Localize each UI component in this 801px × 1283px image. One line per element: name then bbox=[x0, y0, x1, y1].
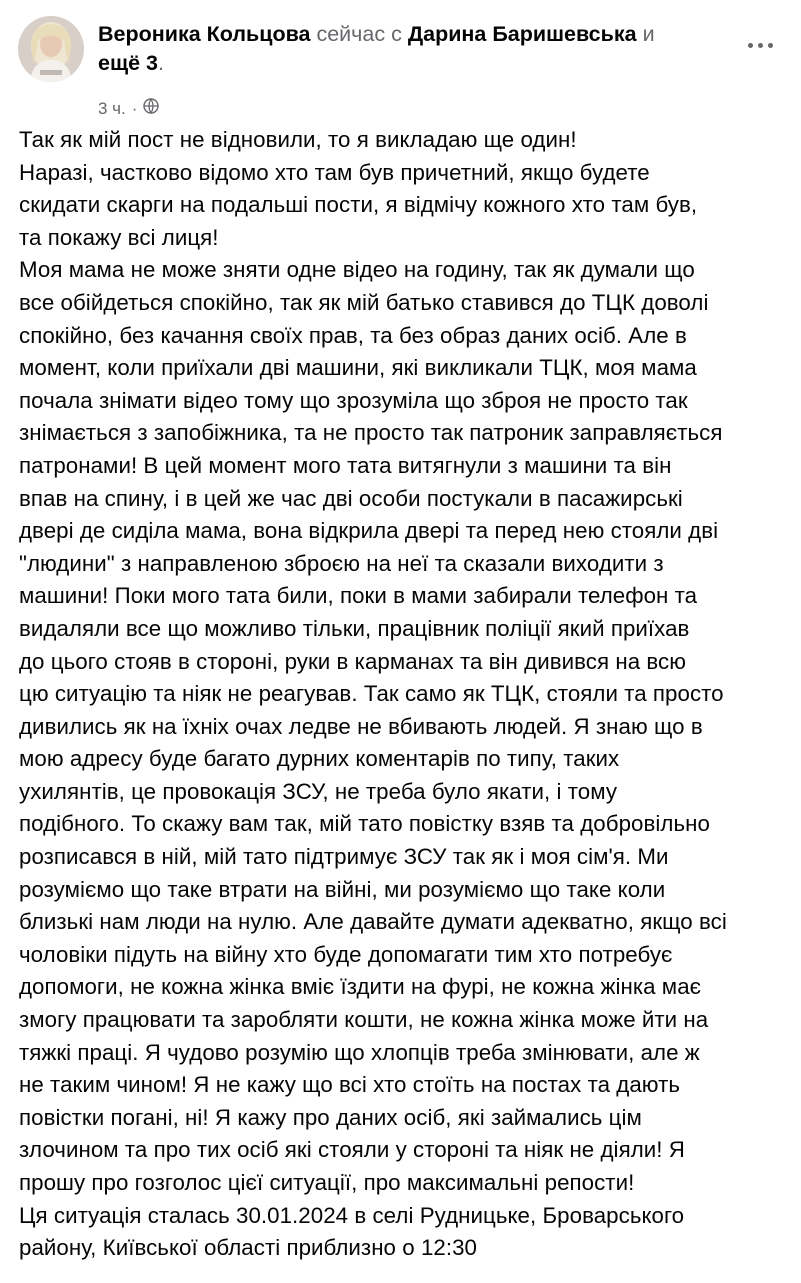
more-dot bbox=[758, 43, 763, 48]
meta-separator: · bbox=[131, 98, 138, 118]
more-dots-icon bbox=[748, 43, 753, 48]
post-body-line: близькі нам люди на нулю. Але давайте думати адекватно, якщо всі bbox=[19, 909, 727, 935]
post-header-text bbox=[98, 20, 718, 78]
post-body-line: допомоги, не кожна жінка вміє їздити на фурі, не кожна жінка має bbox=[19, 974, 702, 1000]
post-body-line: видаляли все що можливо тільки, працівник поліції який приїхав bbox=[19, 615, 690, 641]
post-time[interactable]: 3 ч. bbox=[98, 98, 126, 118]
post-body-line: подібного. То скажу вам так, мій тато повістку взяв та добровільно bbox=[19, 811, 710, 837]
post-body-line: розуміємо що таке втрати на війні, ми розуміємо що таке коли bbox=[19, 876, 666, 902]
post-body-line: змогу працювати та заробляти кошти, не кожна жінка може йти на bbox=[19, 1007, 709, 1033]
post-body-line: тяжкі праці. Я чудово розумію що хлопців треба змінювати, але ж bbox=[19, 1039, 700, 1065]
post-body-line: все обійдеться спокійно, так як мій батько ставився до ТЦК доволі bbox=[19, 289, 709, 315]
post-body-line: Наразі, частково відомо хто там був причетний, якщо будете bbox=[19, 159, 650, 185]
post-body-line: не таким чином! Я не кажу що всі хто стоїть на постах та дають bbox=[19, 1072, 680, 1098]
author-avatar[interactable] bbox=[18, 16, 84, 82]
post-body-line: чоловіки підуть на війну хто буде допомагати тим хто потребує bbox=[19, 941, 673, 967]
post-body-line: прошу про гозголос цієї ситуації, про максимальні репости! bbox=[19, 1170, 635, 1195]
post-body-line: "людини" з направленою зброєю на неї та сказали виходити з bbox=[19, 550, 664, 576]
post-body-line: почала знімати відео тому що зрозуміла що зброя не просто так bbox=[19, 387, 688, 413]
and-text: и bbox=[642, 22, 655, 46]
more-dot bbox=[768, 43, 773, 48]
more-options-button[interactable] bbox=[741, 30, 779, 60]
post-meta bbox=[98, 98, 159, 119]
post-body-line: району, Київської області приблизно о 12:30 bbox=[19, 1235, 477, 1261]
post-body bbox=[19, 124, 794, 1265]
post-body-line: до цього стояв в стороні, руки в карманах та він дивився на всю bbox=[19, 648, 687, 674]
post-body-line: мою адресу буде багато дурних коментарів по типу, таких bbox=[19, 746, 620, 772]
post-body-line: двері де сиділа мама, вона відкрила двері та перед нею стояли дві bbox=[19, 518, 719, 544]
post-body-line: розписався в ній, мій тато підтримує ЗСУ так як і моя сім'я. Ми bbox=[19, 844, 669, 870]
avatar-photo bbox=[18, 16, 84, 82]
post-author-line bbox=[98, 20, 718, 78]
post-body-line: Так як мій пост не відновили, то я викладаю ще один! bbox=[19, 127, 577, 152]
tagged-others[interactable]: ещё 3 bbox=[98, 51, 158, 75]
post-header bbox=[14, 16, 781, 116]
post-body-line: спокійно, без качання своїх прав, та без образ даних осіб. Але в bbox=[19, 322, 687, 348]
period-text: . bbox=[158, 51, 164, 75]
post-body-line: злочином та про тих осіб які стояли у стороні та ніяк не діяли! Я bbox=[19, 1137, 685, 1163]
post-body-line: Ця ситуація сталась 30.01.2024 в селі Рудницьке, Броварського bbox=[19, 1202, 685, 1228]
with-text: сейчас с bbox=[316, 22, 402, 46]
post-body-line: машини! Поки мого тата били, поки в мами забирали телефон та bbox=[19, 583, 698, 609]
post-body-line: повістки погані, ні! Я кажу про даних осіб, які займались цім bbox=[19, 1104, 642, 1130]
author-name[interactable]: Вероника Кольцова bbox=[98, 22, 311, 46]
post-body-line: скидати скарги на подальші пости, я відмічу кожного хто там був, bbox=[19, 192, 698, 218]
post-body-line: ухилянтів, це провокація ЗСУ, не треба було якати, і тому bbox=[19, 778, 618, 804]
post-body-line: дивились як на їхніх очах ледве не вбивають людей. Я знаю що в bbox=[19, 713, 703, 739]
post-body-line: впав на спину, і в цей же час дві особи постукали в пасажирські bbox=[19, 485, 683, 511]
post-body-line: та покажу всі лиця! bbox=[19, 224, 219, 250]
post-body-line: момент, коли приїхали дві машини, які викликали ТЦК, моя мама bbox=[19, 355, 697, 381]
tagged-name[interactable]: Дарина Баришевська bbox=[407, 22, 637, 46]
globe-icon bbox=[143, 98, 159, 119]
post-body-line: Моя мама не може зняти одне відео на годину, так як думали що bbox=[19, 257, 695, 283]
post-body-line: знімається з запобіжника, та не просто так патроник заправляється bbox=[19, 420, 723, 446]
post-body-line: патронами! В цей момент мого тата витягнули з машини та він bbox=[19, 452, 672, 478]
post-body-line: цю ситуацію та ніяк не реагував. Так само як ТЦК, стояли та просто bbox=[19, 681, 724, 707]
